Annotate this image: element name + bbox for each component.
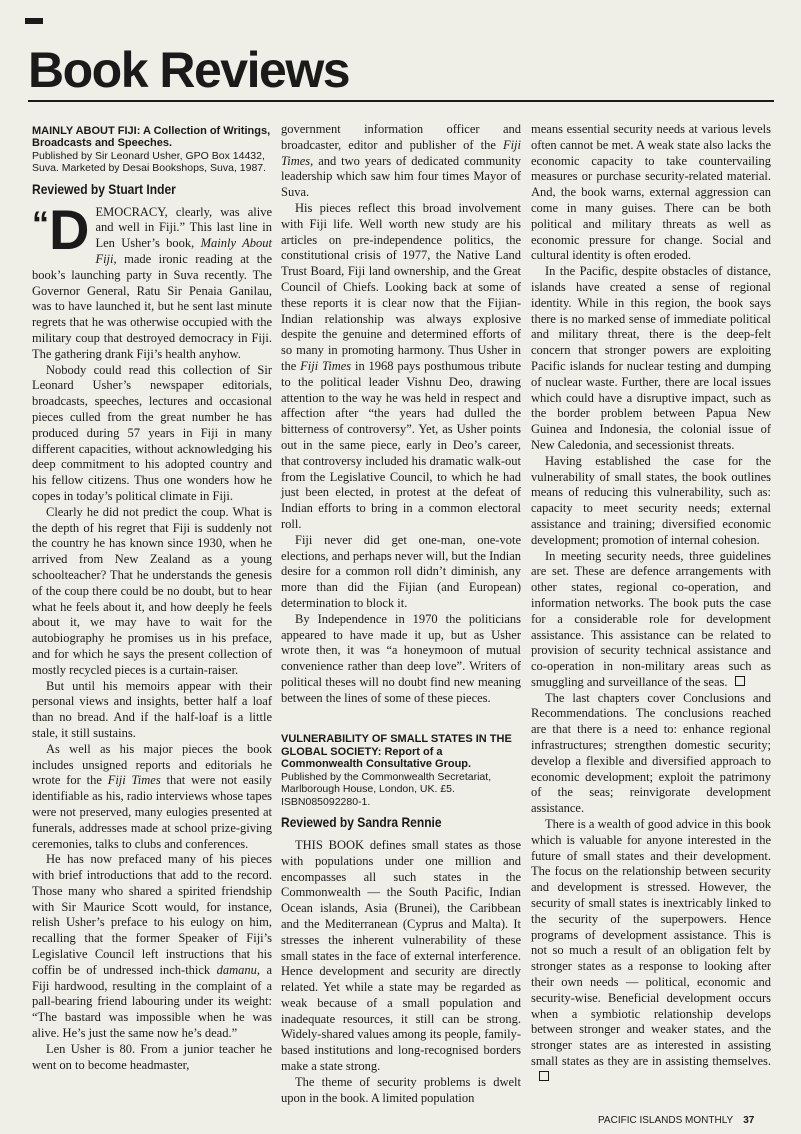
- review2-paragraph: [531, 549, 771, 691]
- review1-p1-text: made ironic reading at the book’s launching party in Suva recently. The Governor General, Ratu Sir Penaia Ganilau, was to have launched it, but he sent last minute regrets that he was otherwise occupied with the military coup that destroyed democracy in Fiji. The gathering drank Fiji’s health anyhow.: [32, 252, 273, 361]
- review2-paragraph: [531, 817, 771, 1086]
- review1-paragraph: [32, 742, 272, 853]
- title-rule: [28, 100, 774, 102]
- publication-name: PACIFIC ISLANDS MONTHLY: [598, 1115, 734, 1126]
- newspaper-title: Fiji Times: [107, 773, 161, 788]
- review1-p8-text: and two years of dedicated community leadership which saw him four times Mayor of Suva.: [281, 153, 522, 200]
- review1-paragraph: [32, 197, 273, 363]
- newspaper-title: Fiji Times: [300, 358, 352, 373]
- review1-p9-text: in 1968 pays posthumous tribute to the political leader Vishnu Deo, drawing attention to the way he was held in respect and affection after “the years had dulled the bitterness of controversy”. Yet, as Usher points out in the same piece, early in Deo’s career, that controversy included his dramatic walk-out from the Legislative Council, to which he had just been elected, in protest at the defeat of Indian efforts to bring in a common electoral roll.: [281, 358, 521, 531]
- drop-cap-letter: D: [49, 197, 90, 261]
- review1-paragraph: Fiji never did get one-man, one-vote elections, and perhaps never will, but the Indian desire for a common roll didn’t diminish, any more than did the Fijian (and European) determination to block it.: [281, 532, 521, 610]
- review1-publication: Published by Sir Leonard Usher, GPO Box 14432, Suva. Marketed by Desai Bookshops, Suva, 1987.: [32, 149, 267, 175]
- review1-paragraph: [32, 852, 272, 1042]
- review2-paragraph: The theme of security problems is dwelt upon in the book. A limited population: [281, 1074, 521, 1105]
- review2-paragraph: means essential security needs at various levels often cannot be met. A weak state also lacks the economic capacity to take countervailing measures or purchase security-related material. And, the book warns, external aggression can come in many guises. There can be both political and military threats as well as economic pressure for change. Social and cultural identity is often eroded.: [531, 122, 771, 263]
- review1-heading: MAINLY ABOUT FIJI: A Collection of Writings, Broadcasts and Speeches.: [32, 125, 271, 150]
- end-mark-icon: [735, 676, 745, 686]
- review1-p5-text: As well as his major pieces the book includes unsigned reports and editorials he wrote for the: [32, 741, 272, 788]
- drop-cap: [32, 197, 90, 261]
- review2-paragraph: THIS BOOK defines small states as those with populations under one million and encompasses all such states in the Commonwealth — the South Pacific, Indian Ocean islands, Asia (Brunei), the Caribbean and the Mediterranean (Cyprus and Malta). It stresses the inherent vulnerability of these small states in the face of external interference. Hence development and security are directly related. Yet while a state may be regarded as weak because of a small population and inadequate resources, it still can be strong. Widely-shared values among its people, family-based institutions and long-recognised borders make a state strong.: [281, 837, 521, 1074]
- column-3: [531, 122, 771, 1086]
- review1-byline: Reviewed by Stuart Inder: [32, 180, 176, 197]
- review1-paragraph: Len Usher is 80. From a junior teacher he went on to become headmaster,: [32, 1041, 272, 1072]
- review2-paragraph: In the Pacific, despite obstacles of distance, islands have created a sense of regional identity. While in this region, the book says there is no marked sense of immediate political and military threat, there is the deep-felt concern that stronger powers are exploiting Pacific islands for nuclear testing and dumping of nuclear waste. Further, there are local issues which could have a disruptive impact, such as the border problem between Papua New Guinea and Indonesia, the colonial issue of New Caledonia, and secessionist threats.: [531, 264, 771, 452]
- review1-p6-text: a Fiji hardwood, resulting in the complaint of a pall-bearing friend labouring under its weight: “The bastard was impossible when he was alive. He’s just the same now he’s dead.”: [32, 962, 272, 1041]
- review2-paragraph: The last chapters cover Conclusions and Recommendations. The conclusions reached are that there is a need to: enhance regional infrastructures; strengthen domestic security; develop a flexible and diversified approach to economic development; exploit the patrimony of the seas; reinvigorate development assistance.: [531, 690, 771, 816]
- drop-cap-quote: “: [32, 204, 49, 243]
- review1-paragraph: Nobody could read this collection of Sir Leonard Usher’s newspaper editorials, broadcasts, speeches, lectures and occasional pieces culled from the great number he has produced during 57 years in Fiji in many different capacities, without acknowledging his deep commitment to his adopted country and his fellow citizens. Thus one wonders how he copes in today’s political climate in Fiji.: [32, 362, 272, 503]
- review1-p1-text: EMOCRACY, clearly, was alive and well in Fiji.” This last line in Len Usher’s book,: [95, 204, 272, 251]
- column-2: [281, 122, 521, 1106]
- italic-word: damanu,: [216, 962, 261, 977]
- page-title: Book Reviews: [28, 42, 350, 98]
- review1-p6-text: He has now prefaced many of his pieces with brief introductions that add to the record. Those many who shared a spirited friendship with Sir Maurice Scott would, for instance, relish Usher’s preface to his eulogy on him, recalling that the former Speaker of Fiji’s Legislative Council left instructions that his coffin be of undressed inch-thick: [32, 852, 272, 977]
- review2-p6-text: In meeting security needs, three guidelines are set. These are defence arrangements with other states, regional co-operation, and information networks. The book puts the case for a considerable role for development assistance. This assistance can be related to provision of security technical assistance and co-operation in non-military areas such as smuggling and surveillance of the seas.: [531, 548, 771, 689]
- newspaper-title: Fiji Times,: [281, 137, 522, 168]
- review2-publication: Published by the Commonwealth Secretariat, Marlborough House, London, UK. £5. ISBN085092280-1.: [281, 770, 492, 808]
- review1-paragraph: [281, 201, 521, 533]
- review2-heading: VULNERABILITY OF SMALL STATES IN THE GLOBAL SOCIETY: Report of a Commonwealth Consultative Group.: [281, 733, 512, 771]
- header-rule-mark: [25, 18, 43, 24]
- review2-paragraph: Having established the case for the vulnerability of small states, the book outlines means of reducing this vulnerability, such as: capacity to meet security needs; external assistance and training; diversified economic development; promotion of internal cohesion.: [531, 453, 771, 547]
- review1-p9-text: His pieces reflect this broad involvement with Fiji life. Well worth new study are his articles on pre-independence politics, the constitutional crisis of 1977, the Native Land Trust Board, Fiji land ownership, and the Great Council of Chiefs. Looking back at some of these reports it is clear now that the Fijian-Indian relationship was always explosive despite the genuine and determined efforts of so many in promoting harmony. Thus Usher in the: [281, 200, 521, 373]
- review1-paragraph: Clearly he did not predict the coup. What is the depth of his regret that Fiji is suddenly not the country he has known since 1930, when he arrived from New Zealand as a young schoolteacher? That he understands the genesis of the coup there could be no doubt, but to hear what he feels about it, and how deeply he feels about it, we may have to wait for the autobiography he promises us in his preface, and for which he says the present collection of mostly recycled pieces is a curtain-raiser.: [32, 504, 272, 677]
- review1-paragraph: But until his memoirs appear with their personal views and insights, better half a loaf than no bread. And if the half-loaf is a little stale, it still sustains.: [32, 678, 272, 740]
- book-title: Mainly About Fiji,: [95, 236, 272, 267]
- review1-p8-text: government information officer and broadcaster, editor and publisher of the: [281, 122, 521, 152]
- end-mark-icon: [539, 1071, 549, 1081]
- review1-paragraph: By Independence in 1970 the politicians appeared to have made it up, but as Usher wrote then, it was “a honeymoon of mutual convenience rather than deep love”. Writers of political theses will no doubt find new meaning between the lines of some of these pieces.: [281, 611, 521, 705]
- column-1: [32, 122, 272, 1073]
- page-footer: [598, 1115, 754, 1126]
- page-number: 37: [743, 1115, 755, 1126]
- review1-p5-text: that were not easily identifiable as his, radio interviews whose tapes were not preserved, many eulogies presented at funerals, addresses made at school prize-giving ceremonies, talks to clubs and conferences.: [32, 773, 273, 851]
- review2-byline: Reviewed by Sandra Rennie: [281, 813, 442, 830]
- review1-paragraph: [281, 122, 521, 201]
- review2-p8-text: There is a wealth of good advice in this book which is valuable for anyone interested in the future of small states and their development. The focus on the relationship between security and development is stressed. However, the security of small states is inextricably linked to the security of the superpowers. Hence programs of development assistance. This is not so much a result of an obligation felt by stronger states as a response to looking after their own needs — political, economic and security-wise. Beneficial development occurs when a symbiotic relationship develops between stronger and weaker states, and the stronger states are as interested in assisting small states as they are in assisting themselves.: [531, 817, 771, 1069]
